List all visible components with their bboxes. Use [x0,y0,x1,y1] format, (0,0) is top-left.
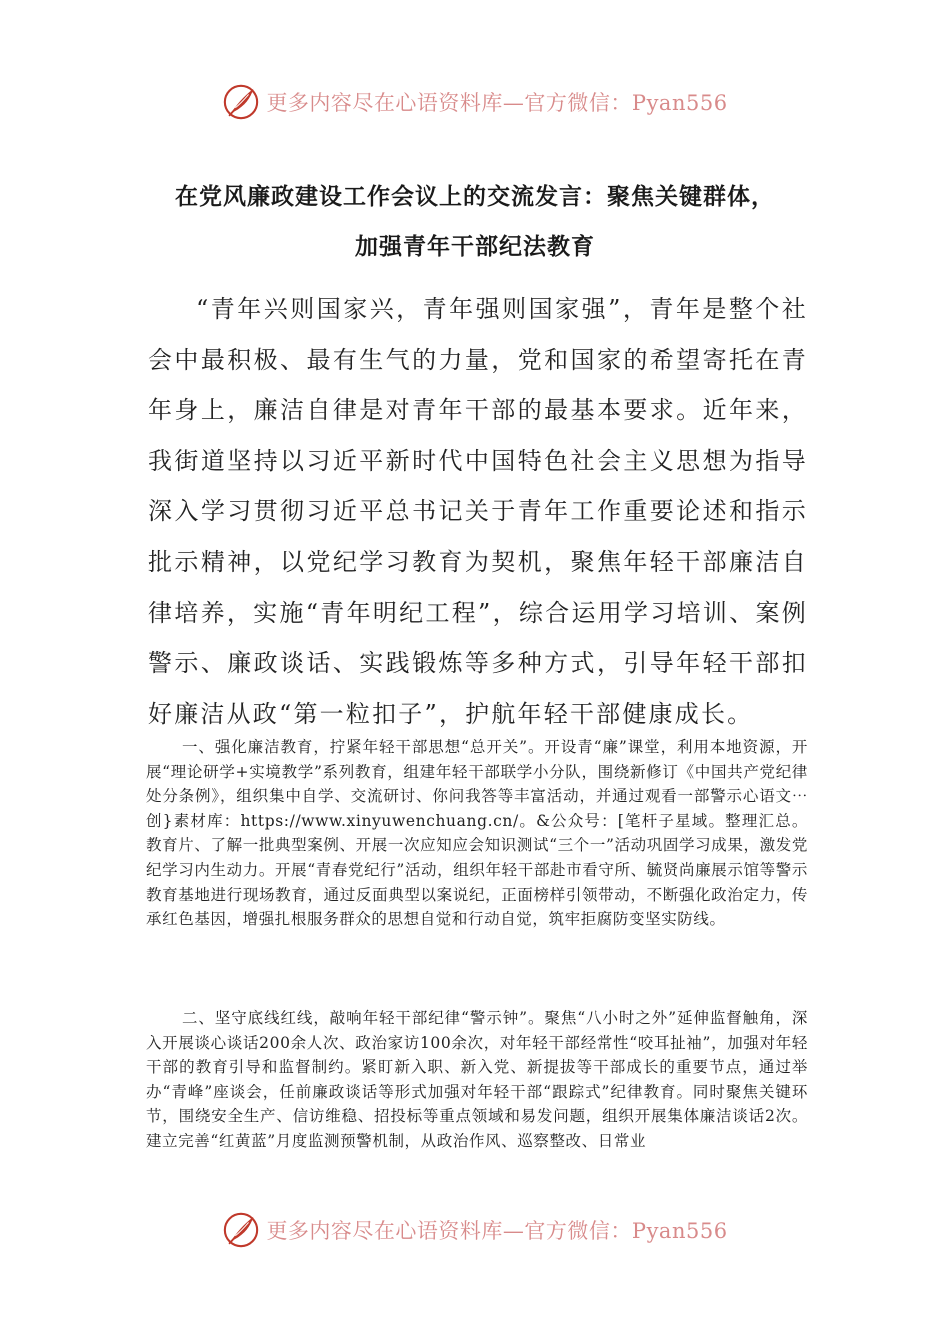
header-banner [0,80,950,124]
feather-pen-logo-icon [222,83,260,121]
document-title-line-2: 加强青年干部纪法教育 [355,234,595,260]
footer-banner [0,1208,950,1252]
feather-pen-logo-icon [222,1211,260,1249]
document-title-line-1: 在党风廉政建设工作会议上的交流发言：聚焦关键群体， [175,184,775,210]
body-paragraph-2: 二、坚守底线红线，敲响年轻干部纪律“警示钟”。聚焦“八小时之外”延伸监督触角，深入开展谈心谈话200余人次、政治家访100余次，对年轻干部经常性“咬耳扯袖”，加强对年轻干部的教育引导和监督制约。紧盯新入职、新入党、新提拔等干部成长的重要节点，通过举办“青峰”座谈会，任前廉政谈话等形式加强对年轻干部“跟踪式”纪律教育。同时聚焦关键环节，围绕安全生产、信访维稳、招投标等重点领域和易发问题，组织开展集体廉洁谈话2次。建立完善“红黄蓝”月度监测预警机制，从政治作风、巡察整改、日常业 [146,1009,808,1150]
body-paragraph-1: 一、强化廉洁教育，拧紧年轻干部思想“总开关”。开设青“廉”课堂，利用本地资源，开展“理论研学+实境教学”系列教育，组建年轻干部联学小分队，围绕新修订《中国共产党纪律处分条例》，组织集中自学、交流研讨、你问我答等丰富活动，并通过观看一部警示心语文⋯创}素材库：https://www.xinyuwenchuang.cn/。&公众号：[笔杆子星域。整理汇总。教育片、了解一批典型案例、开展一次应知应会知识测试“三个一”活动巩固学习成果，激发党纪学习内生动力。开展“青春党纪行”活动，组织年轻干部赴市看守所、毓贤尚廉展示馆等警示教育基地进行现场教育，通过反面典型以案说纪，正面榜样引领带动，不断强化政治定力，传承红色基因，增强扎根服务群众的思想自觉和行动自觉，筑牢拒腐防变坚实防线。 [146,738,808,929]
banner-text: 更多内容尽在心语资料库—官方微信：Pyan556 [266,91,728,115]
intro-paragraph: “青年兴则国家兴，青年强则国家强”，青年是整个社会中最积极、最有生气的力量，党和国家的希望寄托在青年身上，廉洁自律是对青年干部的最基本要求。近年来，我街道坚持以习近平新时代中国特色社会主义思想为指导深入学习贯彻习近平总书记关于青年工作重要论述和指示批示精神，以党纪学习教育为契机，聚焦年轻干部廉洁自律培养，实施“青年明纪工程”，综合运用学习培训、案例警示、廉政谈话、实践锻炼等多种方式，引导年轻干部扣好廉洁从政“第一粒扣子”，护航年轻干部健康成长。 [148,295,808,728]
banner-text: 更多内容尽在心语资料库—官方微信：Pyan556 [266,1219,728,1243]
